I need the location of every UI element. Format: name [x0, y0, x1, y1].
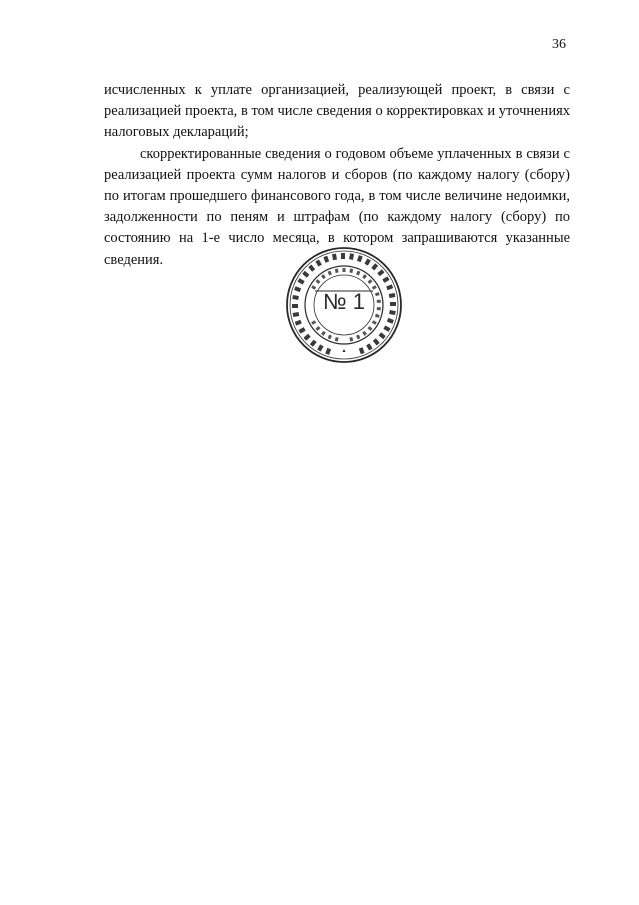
page-number: 36 — [552, 37, 566, 52]
seal-graphic — [284, 245, 404, 365]
seal-star-icon — [343, 349, 346, 352]
paragraph-continuation: исчисленных к уплате организацией, реализующей проект, в связи с реализацией проекта, в том числе сведения о корректировках и уточнениях налоговых деклараций; — [104, 82, 570, 141]
document-body — [104, 80, 570, 271]
official-seal — [284, 245, 404, 365]
paragraph-adjusted-info: скорректированные сведения о годовом объеме уплаченных в связи с реализацией проекта сумм налогов и сборов (по каждому налогу (сбору) по итогам прошедшего финансового года, в том числе величине недоимки, задолженности по пеням и штрафам (по каждому налогу (сбору) по состоянию на 1-е число месяца, в котором запрашиваются указанные сведения. — [104, 145, 570, 268]
seal-number: № 1 — [323, 289, 365, 314]
